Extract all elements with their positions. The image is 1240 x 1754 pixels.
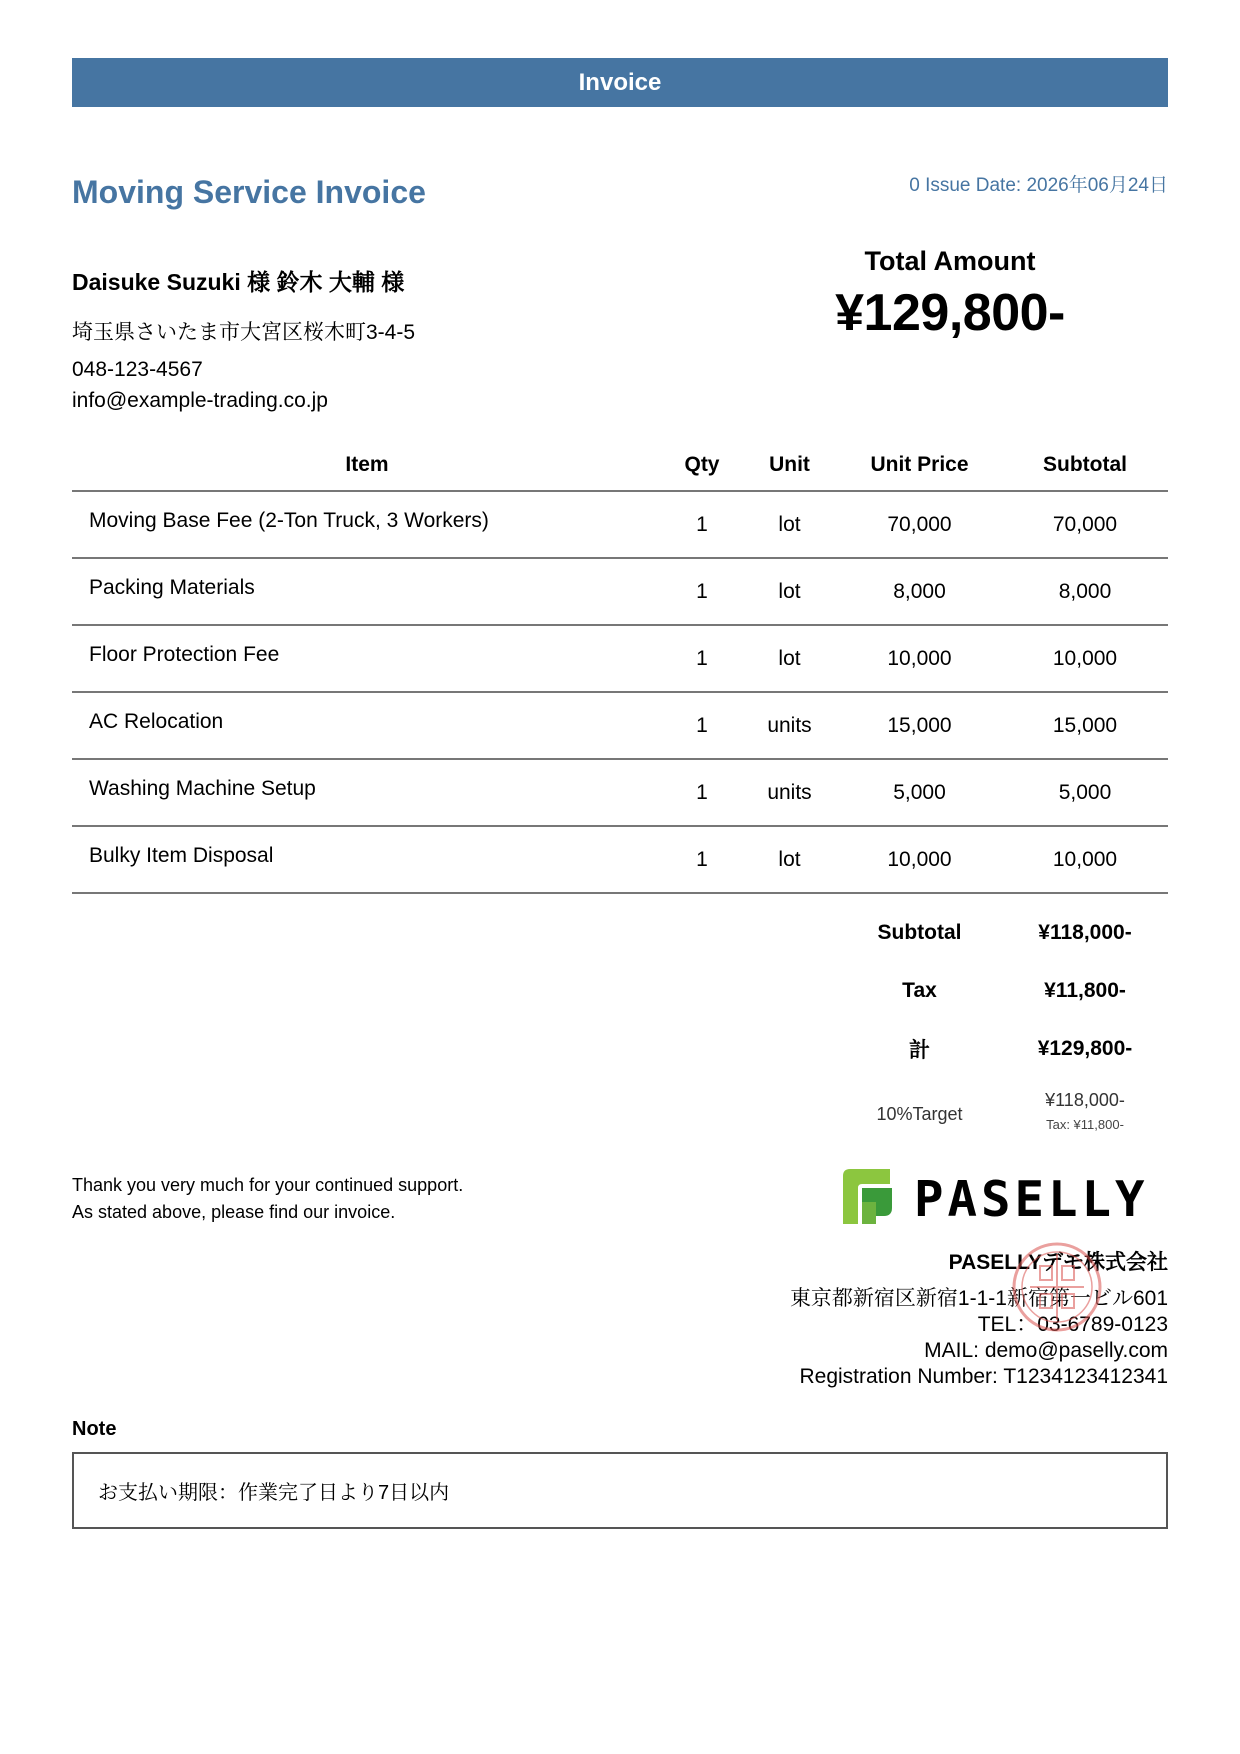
table-header-row bbox=[72, 440, 1168, 491]
summary-subtotal-row bbox=[837, 904, 1168, 962]
company-name: PASELLYデモ株式会社 bbox=[948, 1251, 1168, 1274]
item-unit: lot bbox=[742, 491, 837, 558]
item-unit: lot bbox=[742, 558, 837, 625]
item-name: Washing Machine Setup bbox=[72, 759, 662, 826]
summary-total-label: 計 bbox=[909, 1039, 930, 1062]
item-name: AC Relocation bbox=[72, 692, 662, 759]
company-registration: Registration Number: T1234123412341 bbox=[799, 1365, 1168, 1388]
header-unit: Unit bbox=[742, 440, 837, 491]
table-row bbox=[72, 491, 1168, 558]
item-subtotal: 8,000 bbox=[1002, 558, 1168, 625]
customer-phone: 048-123-4567 bbox=[72, 358, 203, 381]
item-name: Moving Base Fee (2-Ton Truck, 3 Workers) bbox=[72, 491, 662, 558]
items-table bbox=[72, 440, 1168, 894]
logo-mark-icon bbox=[843, 1169, 892, 1224]
header-subtotal: Subtotal bbox=[1002, 440, 1168, 491]
thanks-message bbox=[72, 1172, 463, 1226]
tax-target-tax: Tax: ¥11,800- bbox=[1046, 1117, 1124, 1132]
company-address: 東京都新宿区新宿1-1-1新宿第一ビル601 bbox=[789, 1287, 1168, 1310]
table-row bbox=[72, 692, 1168, 759]
company-logo bbox=[840, 1166, 1170, 1228]
company-seal-icon bbox=[1010, 1240, 1104, 1334]
tax-target-base: ¥118,000- bbox=[1045, 1090, 1125, 1110]
item-unit-price: 10,000 bbox=[837, 826, 1002, 893]
note-text: お支払い期限：作業完了日より7日以内 bbox=[98, 1482, 450, 1504]
header-bar bbox=[72, 58, 1168, 107]
header-title: Invoice bbox=[578, 68, 662, 96]
tax-target-label: 10%Target bbox=[876, 1104, 963, 1124]
issue-date: 0 Issue Date: 2026年06月24日 bbox=[909, 175, 1168, 196]
header-item: Item bbox=[72, 440, 662, 491]
table-row bbox=[72, 625, 1168, 692]
thanks-line-2: As stated above, please find our invoice. bbox=[72, 1202, 396, 1222]
item-unit-price: 5,000 bbox=[837, 759, 1002, 826]
item-unit: units bbox=[742, 759, 837, 826]
company-mail: MAIL: demo@paselly.com bbox=[924, 1339, 1168, 1362]
customer-name: Daisuke Suzuki 様 鈴木 大輔 様 bbox=[72, 269, 405, 295]
item-subtotal: 15,000 bbox=[1002, 692, 1168, 759]
item-qty: 1 bbox=[662, 558, 742, 625]
company-tel: TEL：03-6789-0123 bbox=[977, 1313, 1168, 1336]
summary-subtotal-value: ¥118,000- bbox=[1038, 921, 1132, 944]
company-block bbox=[790, 1246, 1168, 1390]
item-name: Packing Materials bbox=[72, 558, 662, 625]
customer-block bbox=[72, 264, 415, 416]
customer-address: 埼玉県さいたま市大宮区桜木町3-4-5 bbox=[72, 321, 416, 344]
header-qty: Qty bbox=[662, 440, 742, 491]
item-unit: units bbox=[742, 692, 837, 759]
item-unit-price: 8,000 bbox=[837, 558, 1002, 625]
item-subtotal: 5,000 bbox=[1002, 759, 1168, 826]
item-qty: 1 bbox=[662, 692, 742, 759]
note-label: Note bbox=[72, 1418, 117, 1440]
item-name: Bulky Item Disposal bbox=[72, 826, 662, 893]
total-amount-block bbox=[790, 246, 1110, 343]
summary-tax-row bbox=[837, 962, 1168, 1020]
table-row bbox=[72, 759, 1168, 826]
table-row bbox=[72, 558, 1168, 625]
summary-tax-label: Tax bbox=[902, 979, 937, 1002]
document-title: Moving Service Invoice bbox=[72, 174, 426, 210]
summary-tax-value: ¥11,800- bbox=[1044, 979, 1126, 1002]
logo-wordmark: PASELLY bbox=[914, 1171, 1149, 1228]
tax-target-values bbox=[1002, 1082, 1168, 1132]
item-name: Floor Protection Fee bbox=[72, 625, 662, 692]
item-subtotal: 10,000 bbox=[1002, 625, 1168, 692]
item-unit: lot bbox=[742, 625, 837, 692]
item-subtotal: 70,000 bbox=[1002, 491, 1168, 558]
total-amount-label: Total Amount bbox=[864, 246, 1036, 276]
note-box bbox=[72, 1452, 1168, 1529]
summary-total-value: ¥129,800- bbox=[1037, 1037, 1133, 1060]
item-unit: lot bbox=[742, 826, 837, 893]
item-unit-price: 15,000 bbox=[837, 692, 1002, 759]
total-amount-value: ¥129,800- bbox=[835, 284, 1065, 342]
summary-total-row bbox=[837, 1020, 1168, 1078]
item-unit-price: 10,000 bbox=[837, 625, 1002, 692]
item-qty: 1 bbox=[662, 625, 742, 692]
item-qty: 1 bbox=[662, 491, 742, 558]
table-row bbox=[72, 826, 1168, 893]
summary-subtotal-label: Subtotal bbox=[877, 921, 962, 944]
header-unit-price: Unit Price bbox=[837, 440, 1002, 491]
thanks-line-1: Thank you very much for your continued support. bbox=[72, 1175, 464, 1195]
customer-email: info@example-trading.co.jp bbox=[72, 389, 328, 412]
item-unit-price: 70,000 bbox=[837, 491, 1002, 558]
item-qty: 1 bbox=[662, 826, 742, 893]
summary-block bbox=[837, 904, 1168, 1132]
tax-breakdown-row bbox=[837, 1082, 1168, 1132]
item-qty: 1 bbox=[662, 759, 742, 826]
item-subtotal: 10,000 bbox=[1002, 826, 1168, 893]
